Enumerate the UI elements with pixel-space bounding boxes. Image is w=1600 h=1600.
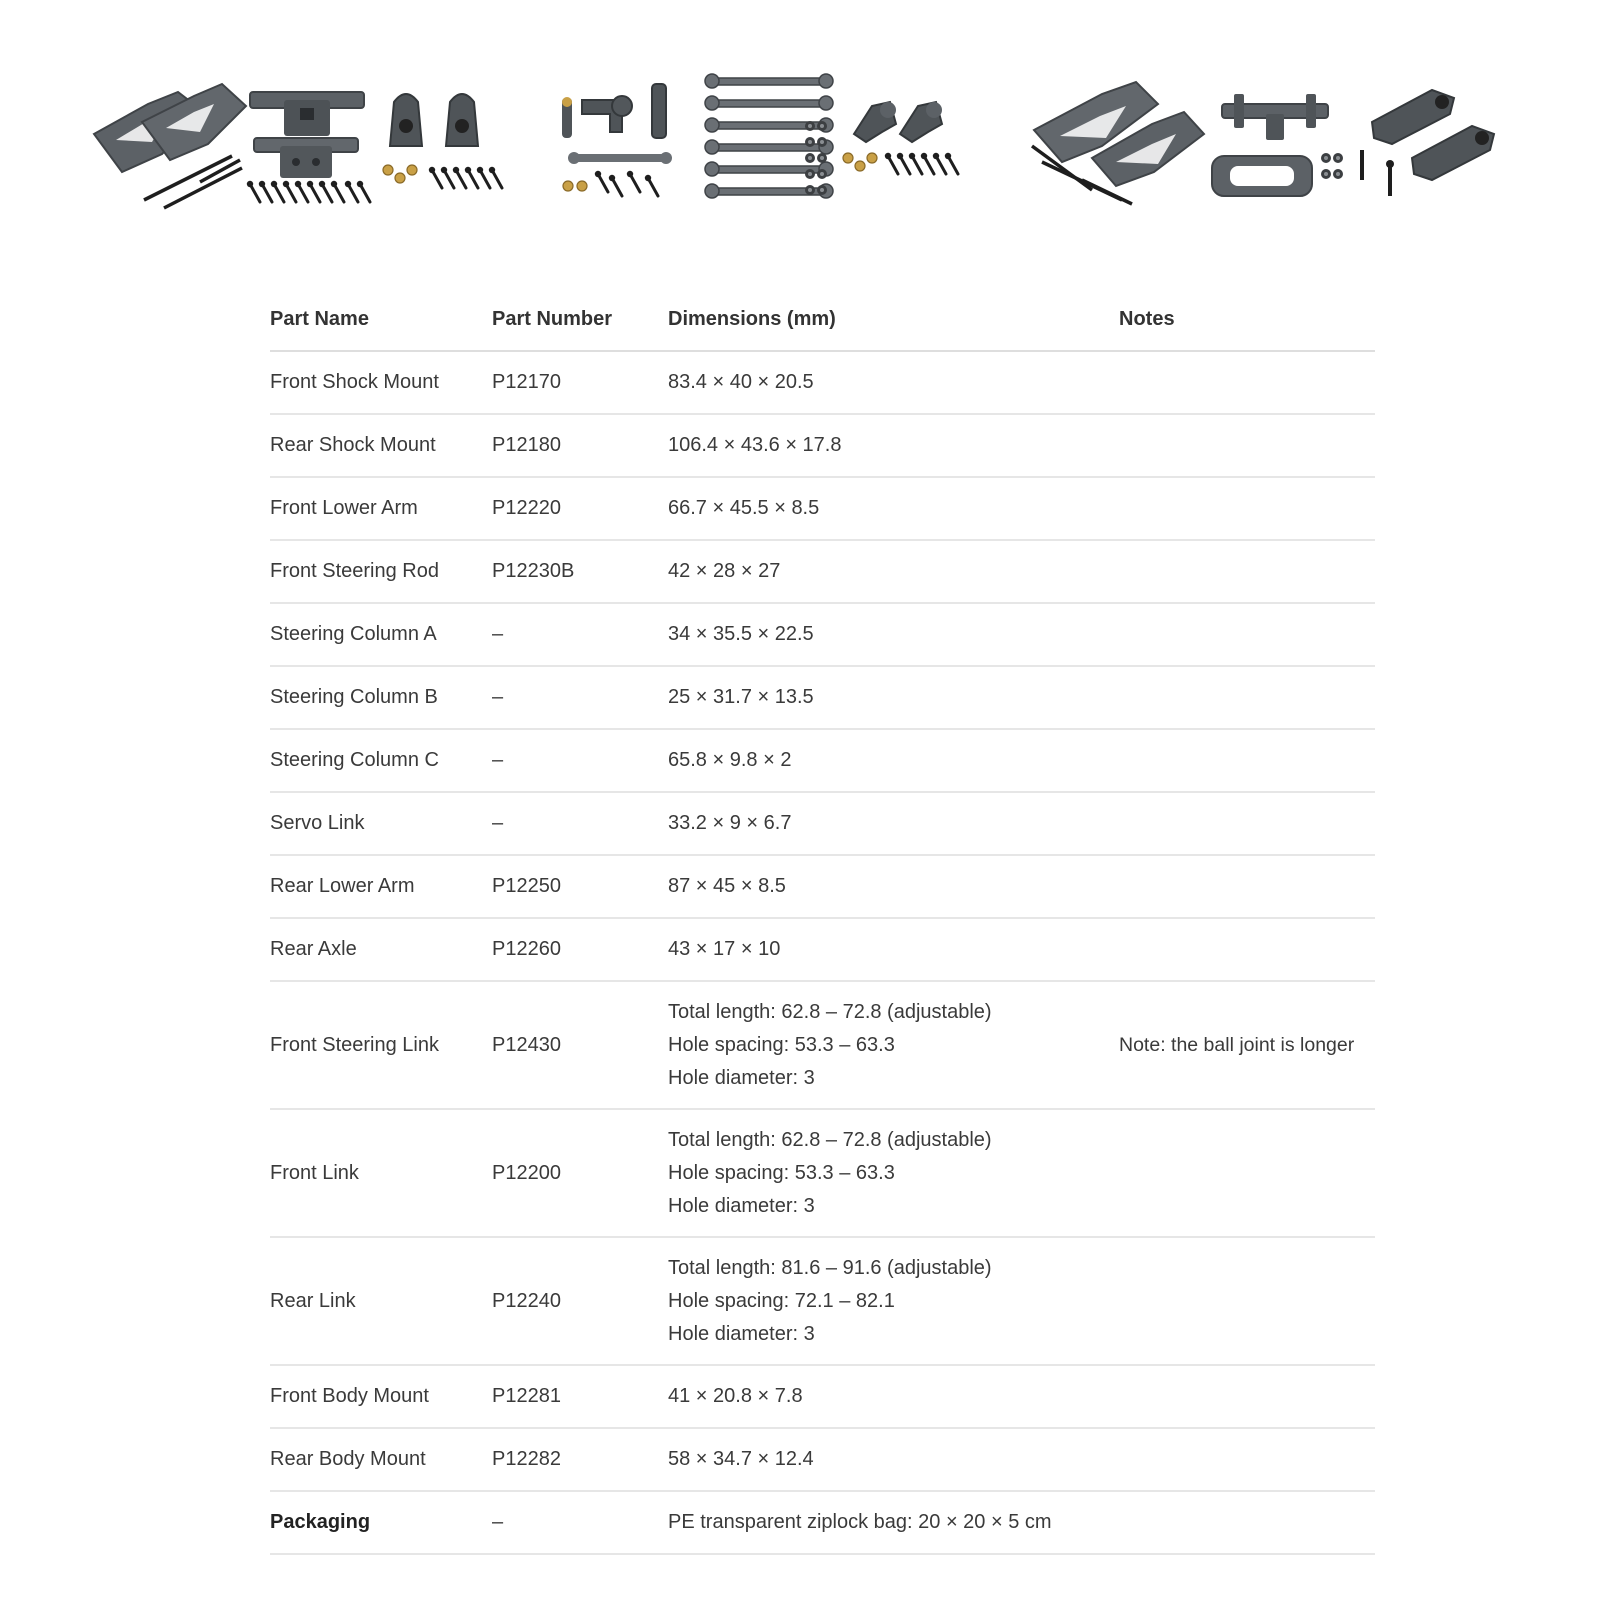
table-row — [270, 1109, 1375, 1237]
dimension-line: 87 × 45 × 8.5 — [668, 875, 786, 897]
dimension-line: 43 × 17 × 10 — [668, 938, 781, 960]
header-part-number: Part Number — [492, 288, 668, 351]
dimension-line: 106.4 × 43.6 × 17.8 — [668, 434, 842, 456]
part-name-cell: Rear Axle — [270, 918, 492, 981]
notes-cell — [1119, 540, 1375, 603]
dimensions-cell — [668, 414, 1119, 477]
part-number-cell: – — [492, 1491, 668, 1554]
dimension-line: Hole diameter: 3 — [668, 1194, 815, 1217]
part-number-cell: – — [492, 792, 668, 855]
notes-cell — [1119, 918, 1375, 981]
part-name-cell: Steering Column B — [270, 666, 492, 729]
dimension-line: 25 × 31.7 × 13.5 — [668, 686, 814, 708]
notes-cell — [1119, 1109, 1375, 1237]
part-number-cell: – — [492, 729, 668, 792]
table-row — [270, 792, 1375, 855]
header-dimensions: Dimensions (mm) — [668, 288, 1119, 351]
table-header-row — [270, 288, 1375, 351]
table-row — [270, 666, 1375, 729]
part-name-cell: Front Steering Link — [270, 981, 492, 1109]
part-number-cell: – — [492, 603, 668, 666]
header-part-name: Part Name — [270, 288, 492, 351]
part-name-cell: Front Body Mount — [270, 1365, 492, 1428]
table-row — [270, 1237, 1375, 1365]
table-row — [270, 981, 1375, 1109]
table-row — [270, 414, 1375, 477]
link-rods-set-icon — [705, 74, 833, 198]
part-number-cell: P12180 — [492, 414, 668, 477]
dimension-line: 66.7 × 45.5 × 8.5 — [668, 497, 820, 519]
part-name-cell: Packaging — [270, 1491, 492, 1554]
steering-knuckles-set-icon — [843, 102, 958, 174]
part-name-cell: Rear Body Mount — [270, 1428, 492, 1491]
dimension-line: Total length: 62.8 – 72.8 (adjustable) — [668, 1128, 992, 1151]
part-name-cell: Front Lower Arm — [270, 477, 492, 540]
notes-cell — [1119, 477, 1375, 540]
table-body — [270, 351, 1375, 1554]
part-name-cell: Front Steering Rod — [270, 540, 492, 603]
dimension-line: Hole diameter: 3 — [668, 1066, 815, 1089]
dimensions-cell — [668, 729, 1119, 792]
dimension-line: Hole spacing: 53.3 – 63.3 — [668, 1161, 895, 1184]
dimensions-cell — [668, 666, 1119, 729]
dimension-line: Hole diameter: 3 — [668, 1322, 815, 1345]
notes-cell — [1119, 1365, 1375, 1428]
table-row — [270, 1491, 1375, 1554]
notes-cell — [1119, 603, 1375, 666]
part-name-cell: Rear Link — [270, 1237, 492, 1365]
dimensions-cell — [668, 1428, 1119, 1491]
dimension-line: 34 × 35.5 × 22.5 — [668, 623, 814, 645]
table-row — [270, 603, 1375, 666]
dimensions-cell — [668, 1237, 1119, 1365]
dimensions-cell — [668, 1365, 1119, 1428]
table-row — [270, 540, 1375, 603]
part-number-cell: P12260 — [492, 918, 668, 981]
rear-lower-arms-set-icon — [1032, 82, 1204, 204]
table-row — [270, 351, 1375, 414]
notes-cell — [1119, 1491, 1375, 1554]
part-number-cell: P12170 — [492, 351, 668, 414]
part-number-cell: P12282 — [492, 1428, 668, 1491]
part-number-cell: P12230B — [492, 540, 668, 603]
dimension-line: Hole spacing: 72.1 – 82.1 — [668, 1289, 895, 1312]
part-number-cell: – — [492, 666, 668, 729]
part-name-cell: Servo Link — [270, 792, 492, 855]
part-name-cell: Rear Shock Mount — [270, 414, 492, 477]
table-row — [270, 918, 1375, 981]
notes-cell — [1119, 729, 1375, 792]
part-number-cell: P12281 — [492, 1365, 668, 1428]
dimensions-cell — [668, 981, 1119, 1109]
table-row — [270, 729, 1375, 792]
dimensions-cell — [668, 351, 1119, 414]
notes-cell — [1119, 414, 1375, 477]
part-number-cell: P12240 — [492, 1237, 668, 1365]
body-mounts-set-icon — [1212, 94, 1362, 196]
part-name-cell: Steering Column C — [270, 729, 492, 792]
header-notes: Notes — [1119, 288, 1375, 351]
dimension-line: 42 × 28 × 27 — [668, 560, 781, 582]
table-row — [270, 1365, 1375, 1428]
part-number-cell: P12250 — [492, 855, 668, 918]
steering-parts-set-icon — [562, 84, 672, 196]
notes-cell: Note: the ball joint is longer — [1119, 981, 1375, 1109]
dimension-line: Hole spacing: 53.3 – 63.3 — [668, 1033, 895, 1056]
notes-cell — [1119, 666, 1375, 729]
notes-cell — [1119, 1428, 1375, 1491]
notes-cell — [1119, 1237, 1375, 1365]
dimension-line: 58 × 34.7 × 12.4 — [668, 1448, 814, 1470]
dimensions-cell — [668, 1491, 1119, 1554]
dimension-line: 83.4 × 40 × 20.5 — [668, 371, 814, 393]
table-row — [270, 477, 1375, 540]
dimension-line: PE transparent ziplock bag: 20 × 20 × 5 cm — [668, 1511, 1052, 1533]
notes-cell — [1119, 792, 1375, 855]
parts-spec-table — [270, 288, 1375, 1555]
table-row — [270, 1428, 1375, 1491]
lower-arms-set-icon — [94, 84, 246, 208]
dimensions-cell — [668, 792, 1119, 855]
part-name-cell: Rear Lower Arm — [270, 855, 492, 918]
dimensions-cell — [668, 540, 1119, 603]
part-name-cell: Front Link — [270, 1109, 492, 1237]
product-parts-banner — [82, 62, 1530, 222]
dimensions-cell — [668, 1109, 1119, 1237]
notes-cell — [1119, 351, 1375, 414]
dimensions-cell — [668, 477, 1119, 540]
part-name-cell: Steering Column A — [270, 603, 492, 666]
notes-cell — [1119, 855, 1375, 918]
dimensions-cell — [668, 918, 1119, 981]
table-row — [270, 855, 1375, 918]
shock-mounts-set-icon — [247, 92, 370, 202]
part-name-cell: Front Shock Mount — [270, 351, 492, 414]
dimension-line: 41 × 20.8 × 7.8 — [668, 1385, 803, 1407]
dimension-line: Total length: 81.6 – 91.6 (adjustable) — [668, 1256, 992, 1279]
dimensions-cell — [668, 603, 1119, 666]
dimension-line: 33.2 × 9 × 6.7 — [668, 812, 792, 834]
axle-hubs-set-icon — [383, 94, 502, 188]
dimension-line: Total length: 62.8 – 72.8 (adjustable) — [668, 1000, 992, 1023]
rear-axles-set-icon — [1372, 90, 1494, 196]
part-number-cell: P12220 — [492, 477, 668, 540]
part-number-cell: P12430 — [492, 981, 668, 1109]
dimensions-cell — [668, 855, 1119, 918]
dimension-line: 65.8 × 9.8 × 2 — [668, 749, 792, 771]
part-number-cell: P12200 — [492, 1109, 668, 1237]
